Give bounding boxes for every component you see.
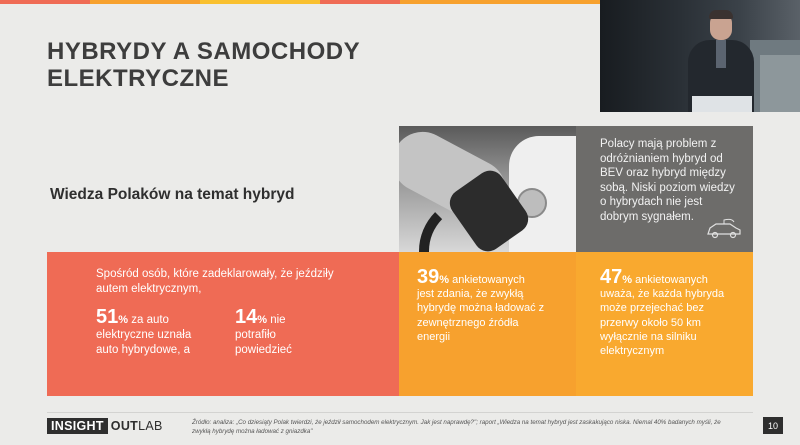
slide-title-line1: HYBRYDY A SAMOCHODY (47, 38, 361, 65)
stat-text: uważa, że każda hybryda może przejechać bez przerwy około 50 km wyłącznie na silniku elektrycznym (600, 288, 725, 358)
podium (692, 96, 752, 112)
stat-box-red (47, 252, 399, 396)
stat-text: nie (267, 314, 286, 326)
stat-percent: % (118, 314, 129, 326)
insightoutlab-logo (47, 417, 163, 435)
stat-percent: % (622, 274, 633, 286)
top-bar-segment (200, 0, 320, 4)
presenter-video (600, 0, 800, 112)
top-bar-segment (320, 0, 400, 4)
top-bar-segment (400, 0, 600, 4)
stat-text: jest zdania, że zwykłą hybrydę można ładować z zewnętrznego źródła energii (417, 288, 545, 343)
stat-percent: % (257, 314, 268, 326)
footer-divider (47, 412, 753, 413)
section-subtitle: Wiedza Polaków na temat hybryd (50, 186, 295, 203)
stat-text: za auto (128, 314, 169, 326)
stat-value: 47 (600, 266, 623, 288)
stat-text: ankietowanych (449, 274, 525, 286)
top-bar-segment (0, 0, 90, 4)
video-window (760, 55, 800, 112)
stat-47 (600, 266, 750, 358)
slide-title-line2: ELEKTRYCZNE (47, 65, 229, 92)
presenter-hair (709, 10, 733, 19)
stat-text: elektryczne uznała auto hybrydowe, a (96, 329, 192, 356)
stat-box-orange-39 (399, 252, 576, 396)
presenter-shirt (716, 40, 726, 68)
logo-out: OUT (110, 419, 139, 433)
stat-box-orange-47 (576, 252, 753, 396)
source-note: Źródło: analiza: „Co dziesiąty Polak twierdzi, że jeździł samochodem elektrycznym. Jak jest naprawdę?"; raport „Wiedza na temat hybryd jest zaskakująco niska. Niemal 40% badanych myśli, że zwykłą hybrydę można ładować z gniazdka" (192, 419, 721, 435)
stat-value: 39 (417, 266, 440, 288)
stat-percent: % (439, 274, 450, 286)
logo-insight: INSIGHT (47, 418, 108, 434)
stat-51 (96, 306, 256, 358)
logo-lab: LAB (138, 419, 163, 433)
stat-value: 51 (96, 306, 119, 328)
stat-text: potrafiło powiedzieć (235, 329, 292, 356)
stat-text: ankietowanych (632, 274, 708, 286)
stat-value: 14 (235, 306, 258, 328)
info-box-text: Polacy mają problem z odróżnianiem hybryd od BEV oraz hybryd między sobą. Niski poziom wiedzy o hybrydach nie jest dobrym sygnałem. (600, 138, 735, 223)
info-box-gray (576, 126, 753, 252)
top-bar-segment (90, 0, 200, 4)
ev-car-icon (704, 218, 744, 240)
stat-14 (235, 306, 345, 358)
page-number: 10 (763, 417, 783, 434)
charging-photo (399, 126, 576, 252)
stat-intro: Spośród osób, które zadeklarowały, że jeździły autem elektrycznym, (96, 268, 334, 295)
stat-39 (417, 266, 567, 344)
slide-title (47, 38, 360, 92)
